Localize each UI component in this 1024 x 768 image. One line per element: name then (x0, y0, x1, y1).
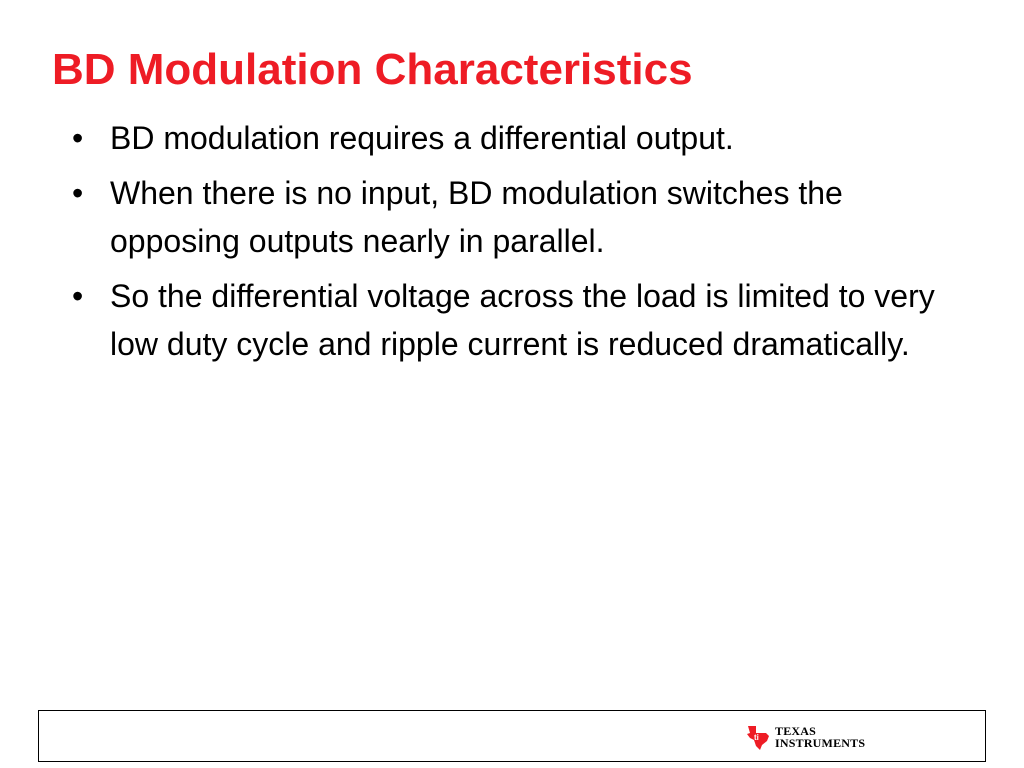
bullet-text: So the differential voltage across the load is limited to very low duty cycle and ripple current is reduced dramatically. (110, 278, 935, 362)
logo-line-2: INSTRUMENTS (775, 736, 866, 750)
bullet-marker: • (72, 175, 84, 211)
ti-texas-map-icon (745, 723, 771, 751)
bullet-item (72, 114, 972, 162)
slide-title: BD Modulation Characteristics (52, 45, 693, 94)
bullet-marker: • (72, 278, 84, 314)
bullet-list (72, 114, 972, 375)
svg-text:ti: ti (754, 733, 759, 742)
bullet-text: BD modulation requires a differential output. (110, 120, 734, 156)
footer-box (38, 710, 986, 762)
bullet-item (72, 169, 972, 265)
bullet-text: When there is no input, BD modulation switches the opposing outputs nearly in parallel. (110, 175, 843, 259)
logo-line-1: TEXAS (775, 724, 817, 738)
texas-instruments-logo (745, 721, 865, 753)
bullet-item (72, 272, 972, 368)
logo-wordmark (775, 725, 865, 749)
bullet-marker: • (72, 120, 84, 156)
